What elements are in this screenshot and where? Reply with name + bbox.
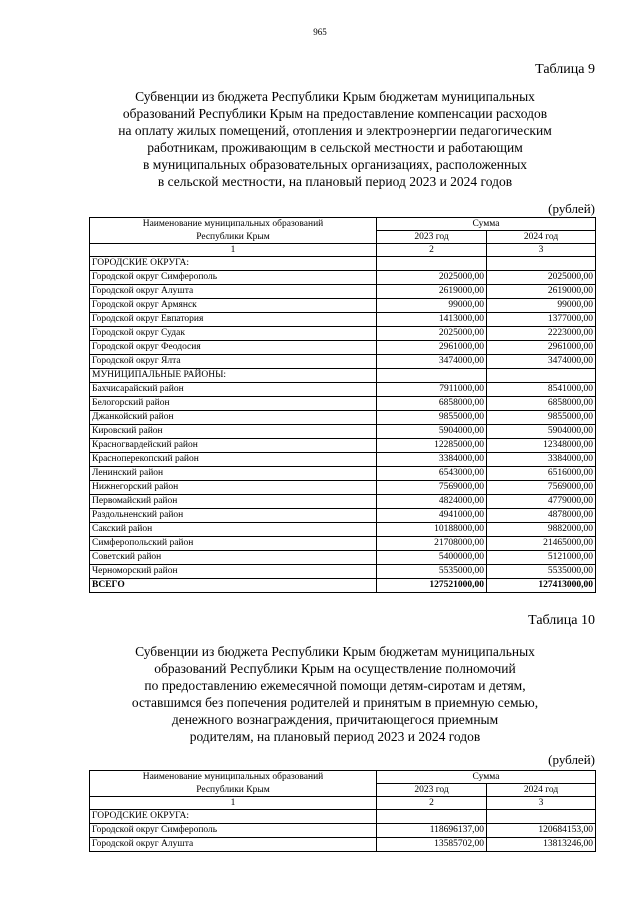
amount-2024-cell: 4878000,00 xyxy=(487,509,596,523)
section-label-cell: ГОРОДСКИЕ ОКРУГА: xyxy=(90,810,377,824)
table10-header-row xyxy=(90,784,596,797)
municipality-name-cell: Городской округ Евпатория xyxy=(90,313,377,327)
table10-title xyxy=(85,643,585,745)
table-row xyxy=(90,425,596,439)
index-cell: 3 xyxy=(487,244,596,257)
amount-2024-cell: 5535000,00 xyxy=(487,565,596,579)
municipality-name-cell: Городской округ Симферополь xyxy=(90,271,377,285)
table10 xyxy=(89,770,596,852)
table9-title-line: работникам, проживающим в сельской местности и работающим xyxy=(147,140,523,155)
table-row xyxy=(90,341,596,355)
amount-2023-cell: 127521000,00 xyxy=(377,579,487,593)
amount-2024-cell: 5121000,00 xyxy=(487,551,596,565)
amount-2023-cell: 3384000,00 xyxy=(377,453,487,467)
amount-2023-cell: 6543000,00 xyxy=(377,467,487,481)
amount-2023-cell: 7911000,00 xyxy=(377,383,487,397)
municipality-name-cell: ВСЕГО xyxy=(90,579,377,593)
municipality-name-cell: Сакский район xyxy=(90,523,377,537)
municipality-name-cell: Кировский район xyxy=(90,425,377,439)
amount-2024-cell: 2223000,00 xyxy=(487,327,596,341)
index-cell: 1 xyxy=(90,797,377,810)
municipality-name-cell: Городской округ Феодосия xyxy=(90,341,377,355)
table9-header-row xyxy=(90,218,596,231)
table-row xyxy=(90,467,596,481)
amount-2024-cell: 9882000,00 xyxy=(487,523,596,537)
amount-2023-cell: 12285000,00 xyxy=(377,439,487,453)
municipality-name-cell: Городской округ Судак xyxy=(90,327,377,341)
table-row xyxy=(90,551,596,565)
section-row xyxy=(90,369,596,383)
table10-title-line: по предоставлению ежемесячной помощи детям-сиротам и детям, xyxy=(144,678,526,693)
amount-2023-cell: 2025000,00 xyxy=(377,271,487,285)
amount-2023-cell: 2619000,00 xyxy=(377,285,487,299)
municipality-name-cell: Джанкойский район xyxy=(90,411,377,425)
municipality-name-cell: Ленинский район xyxy=(90,467,377,481)
table-row xyxy=(90,397,596,411)
table9-title-line: Субвенции из бюджета Республики Крым бюджетам муниципальных xyxy=(135,89,535,104)
table9-title-line: образований Республики Крым на предоставление компенсации расходов xyxy=(122,106,548,121)
section-label-cell: ГОРОДСКИЕ ОКРУГА: xyxy=(90,257,377,271)
table-row xyxy=(90,453,596,467)
table-row xyxy=(90,509,596,523)
table10-title-line: оставшимся без попечения родителей и принятым в приемную семью, xyxy=(131,695,539,710)
amount-2024-cell: 5904000,00 xyxy=(487,425,596,439)
table9-header-row xyxy=(90,231,596,244)
table-row xyxy=(90,271,596,285)
table9-title-line: в муниципальных образовательных организациях, расположенных xyxy=(142,157,528,172)
table-row xyxy=(90,579,596,593)
municipality-name-cell: Нижнегорский район xyxy=(90,481,377,495)
amount-2023-cell: 5904000,00 xyxy=(377,425,487,439)
amount-2023-cell: 2961000,00 xyxy=(377,341,487,355)
table9-title xyxy=(85,88,585,190)
empty-cell xyxy=(487,257,596,271)
table10-label: Таблица 10 xyxy=(528,613,595,628)
amount-2023-cell: 2025000,00 xyxy=(377,327,487,341)
amount-2024-cell: 127413000,00 xyxy=(487,579,596,593)
table9-label: Таблица 9 xyxy=(535,62,595,77)
table-row xyxy=(90,285,596,299)
section-row xyxy=(90,810,596,824)
amount-2023-cell: 10188000,00 xyxy=(377,523,487,537)
page-number: 965 xyxy=(313,27,327,37)
table9-title-line: на оплату жилых помещений, отопления и электроэнергии педагогическим xyxy=(118,123,552,138)
municipality-name-cell: Городской округ Алушта xyxy=(90,838,377,852)
table10-title-line: образований Республики Крым на осуществление полномочий xyxy=(154,661,516,676)
amount-2023-cell: 6858000,00 xyxy=(377,397,487,411)
amount-2024-cell: 8541000,00 xyxy=(487,383,596,397)
amount-2024-cell: 99000,00 xyxy=(487,299,596,313)
amount-2023-cell: 99000,00 xyxy=(377,299,487,313)
amount-2024-cell: 13813246,00 xyxy=(487,838,596,852)
table-row xyxy=(90,565,596,579)
table-row xyxy=(90,824,596,838)
table10-index-row xyxy=(90,797,596,810)
municipality-name-cell: Городской округ Армянск xyxy=(90,299,377,313)
table10-title-line: родителям, на плановый период 2023 и 2024 годов xyxy=(189,729,481,744)
table-row xyxy=(90,411,596,425)
header-name-cell: Наименование муниципальных образований xyxy=(90,771,377,784)
table10-units: (рублей) xyxy=(548,752,595,767)
municipality-name-cell: Советский район xyxy=(90,551,377,565)
table9-units: (рублей) xyxy=(548,201,595,216)
table-row xyxy=(90,313,596,327)
table-row xyxy=(90,439,596,453)
municipality-name-cell: Городской округ Ялта xyxy=(90,355,377,369)
amount-2024-cell: 4779000,00 xyxy=(487,495,596,509)
table-row xyxy=(90,327,596,341)
amount-2023-cell: 4941000,00 xyxy=(377,509,487,523)
table-row xyxy=(90,383,596,397)
table9 xyxy=(89,217,596,593)
amount-2023-cell: 7569000,00 xyxy=(377,481,487,495)
table-row xyxy=(90,355,596,369)
section-label-cell: МУНИЦИПАЛЬНЫЕ РАЙОНЫ: xyxy=(90,369,377,383)
amount-2024-cell: 2619000,00 xyxy=(487,285,596,299)
amount-2024-cell: 120684153,00 xyxy=(487,824,596,838)
header-sum-cell: Сумма xyxy=(377,771,596,784)
header-sum-cell: Сумма xyxy=(377,218,596,231)
table-row xyxy=(90,481,596,495)
header-2023-cell: 2023 год xyxy=(377,784,487,797)
index-cell: 2 xyxy=(377,244,487,257)
amount-2024-cell: 3474000,00 xyxy=(487,355,596,369)
amount-2023-cell: 4824000,00 xyxy=(377,495,487,509)
empty-cell xyxy=(377,369,487,383)
amount-2023-cell: 5400000,00 xyxy=(377,551,487,565)
amount-2023-cell: 13585702,00 xyxy=(377,838,487,852)
amount-2023-cell: 118696137,00 xyxy=(377,824,487,838)
municipality-name-cell: Городской округ Симферополь xyxy=(90,824,377,838)
empty-cell xyxy=(487,369,596,383)
header-name-cell: Республики Крым xyxy=(90,231,377,244)
header-2024-cell: 2024 год xyxy=(487,231,596,244)
amount-2023-cell: 1413000,00 xyxy=(377,313,487,327)
index-cell: 3 xyxy=(487,797,596,810)
municipality-name-cell: Белогорский район xyxy=(90,397,377,411)
empty-cell xyxy=(377,810,487,824)
amount-2024-cell: 2961000,00 xyxy=(487,341,596,355)
table10-title-line: Субвенции из бюджета Республики Крым бюджетам муниципальных xyxy=(135,644,535,659)
index-cell: 2 xyxy=(377,797,487,810)
municipality-name-cell: Первомайский район xyxy=(90,495,377,509)
header-2024-cell: 2024 год xyxy=(487,784,596,797)
table-row xyxy=(90,299,596,313)
municipality-name-cell: Бахчисарайский район xyxy=(90,383,377,397)
municipality-name-cell: Симферопольский район xyxy=(90,537,377,551)
header-name-cell: Наименование муниципальных образований xyxy=(90,218,377,231)
table-row xyxy=(90,838,596,852)
municipality-name-cell: Раздольненский район xyxy=(90,509,377,523)
amount-2023-cell: 3474000,00 xyxy=(377,355,487,369)
amount-2024-cell: 9855000,00 xyxy=(487,411,596,425)
header-name-cell: Республики Крым xyxy=(90,784,377,797)
amount-2023-cell: 9855000,00 xyxy=(377,411,487,425)
amount-2024-cell: 3384000,00 xyxy=(487,453,596,467)
table10-title-line: денежного вознаграждения, причитающегося приемным xyxy=(171,712,499,727)
amount-2024-cell: 6858000,00 xyxy=(487,397,596,411)
table10-header-row xyxy=(90,771,596,784)
amount-2024-cell: 2025000,00 xyxy=(487,271,596,285)
section-row xyxy=(90,257,596,271)
amount-2023-cell: 5535000,00 xyxy=(377,565,487,579)
header-2023-cell: 2023 год xyxy=(377,231,487,244)
amount-2023-cell: 21708000,00 xyxy=(377,537,487,551)
table-row xyxy=(90,495,596,509)
amount-2024-cell: 12348000,00 xyxy=(487,439,596,453)
municipality-name-cell: Черноморский район xyxy=(90,565,377,579)
municipality-name-cell: Красноперекопский район xyxy=(90,453,377,467)
empty-cell xyxy=(487,810,596,824)
amount-2024-cell: 1377000,00 xyxy=(487,313,596,327)
table9-index-row xyxy=(90,244,596,257)
amount-2024-cell: 6516000,00 xyxy=(487,467,596,481)
index-cell: 1 xyxy=(90,244,377,257)
table-row xyxy=(90,537,596,551)
municipality-name-cell: Городской округ Алушта xyxy=(90,285,377,299)
amount-2024-cell: 21465000,00 xyxy=(487,537,596,551)
empty-cell xyxy=(377,257,487,271)
municipality-name-cell: Красногвардейский район xyxy=(90,439,377,453)
amount-2024-cell: 7569000,00 xyxy=(487,481,596,495)
table9-title-line: в сельской местности, на плановый период 2023 и 2024 годов xyxy=(157,174,513,189)
table-row xyxy=(90,523,596,537)
